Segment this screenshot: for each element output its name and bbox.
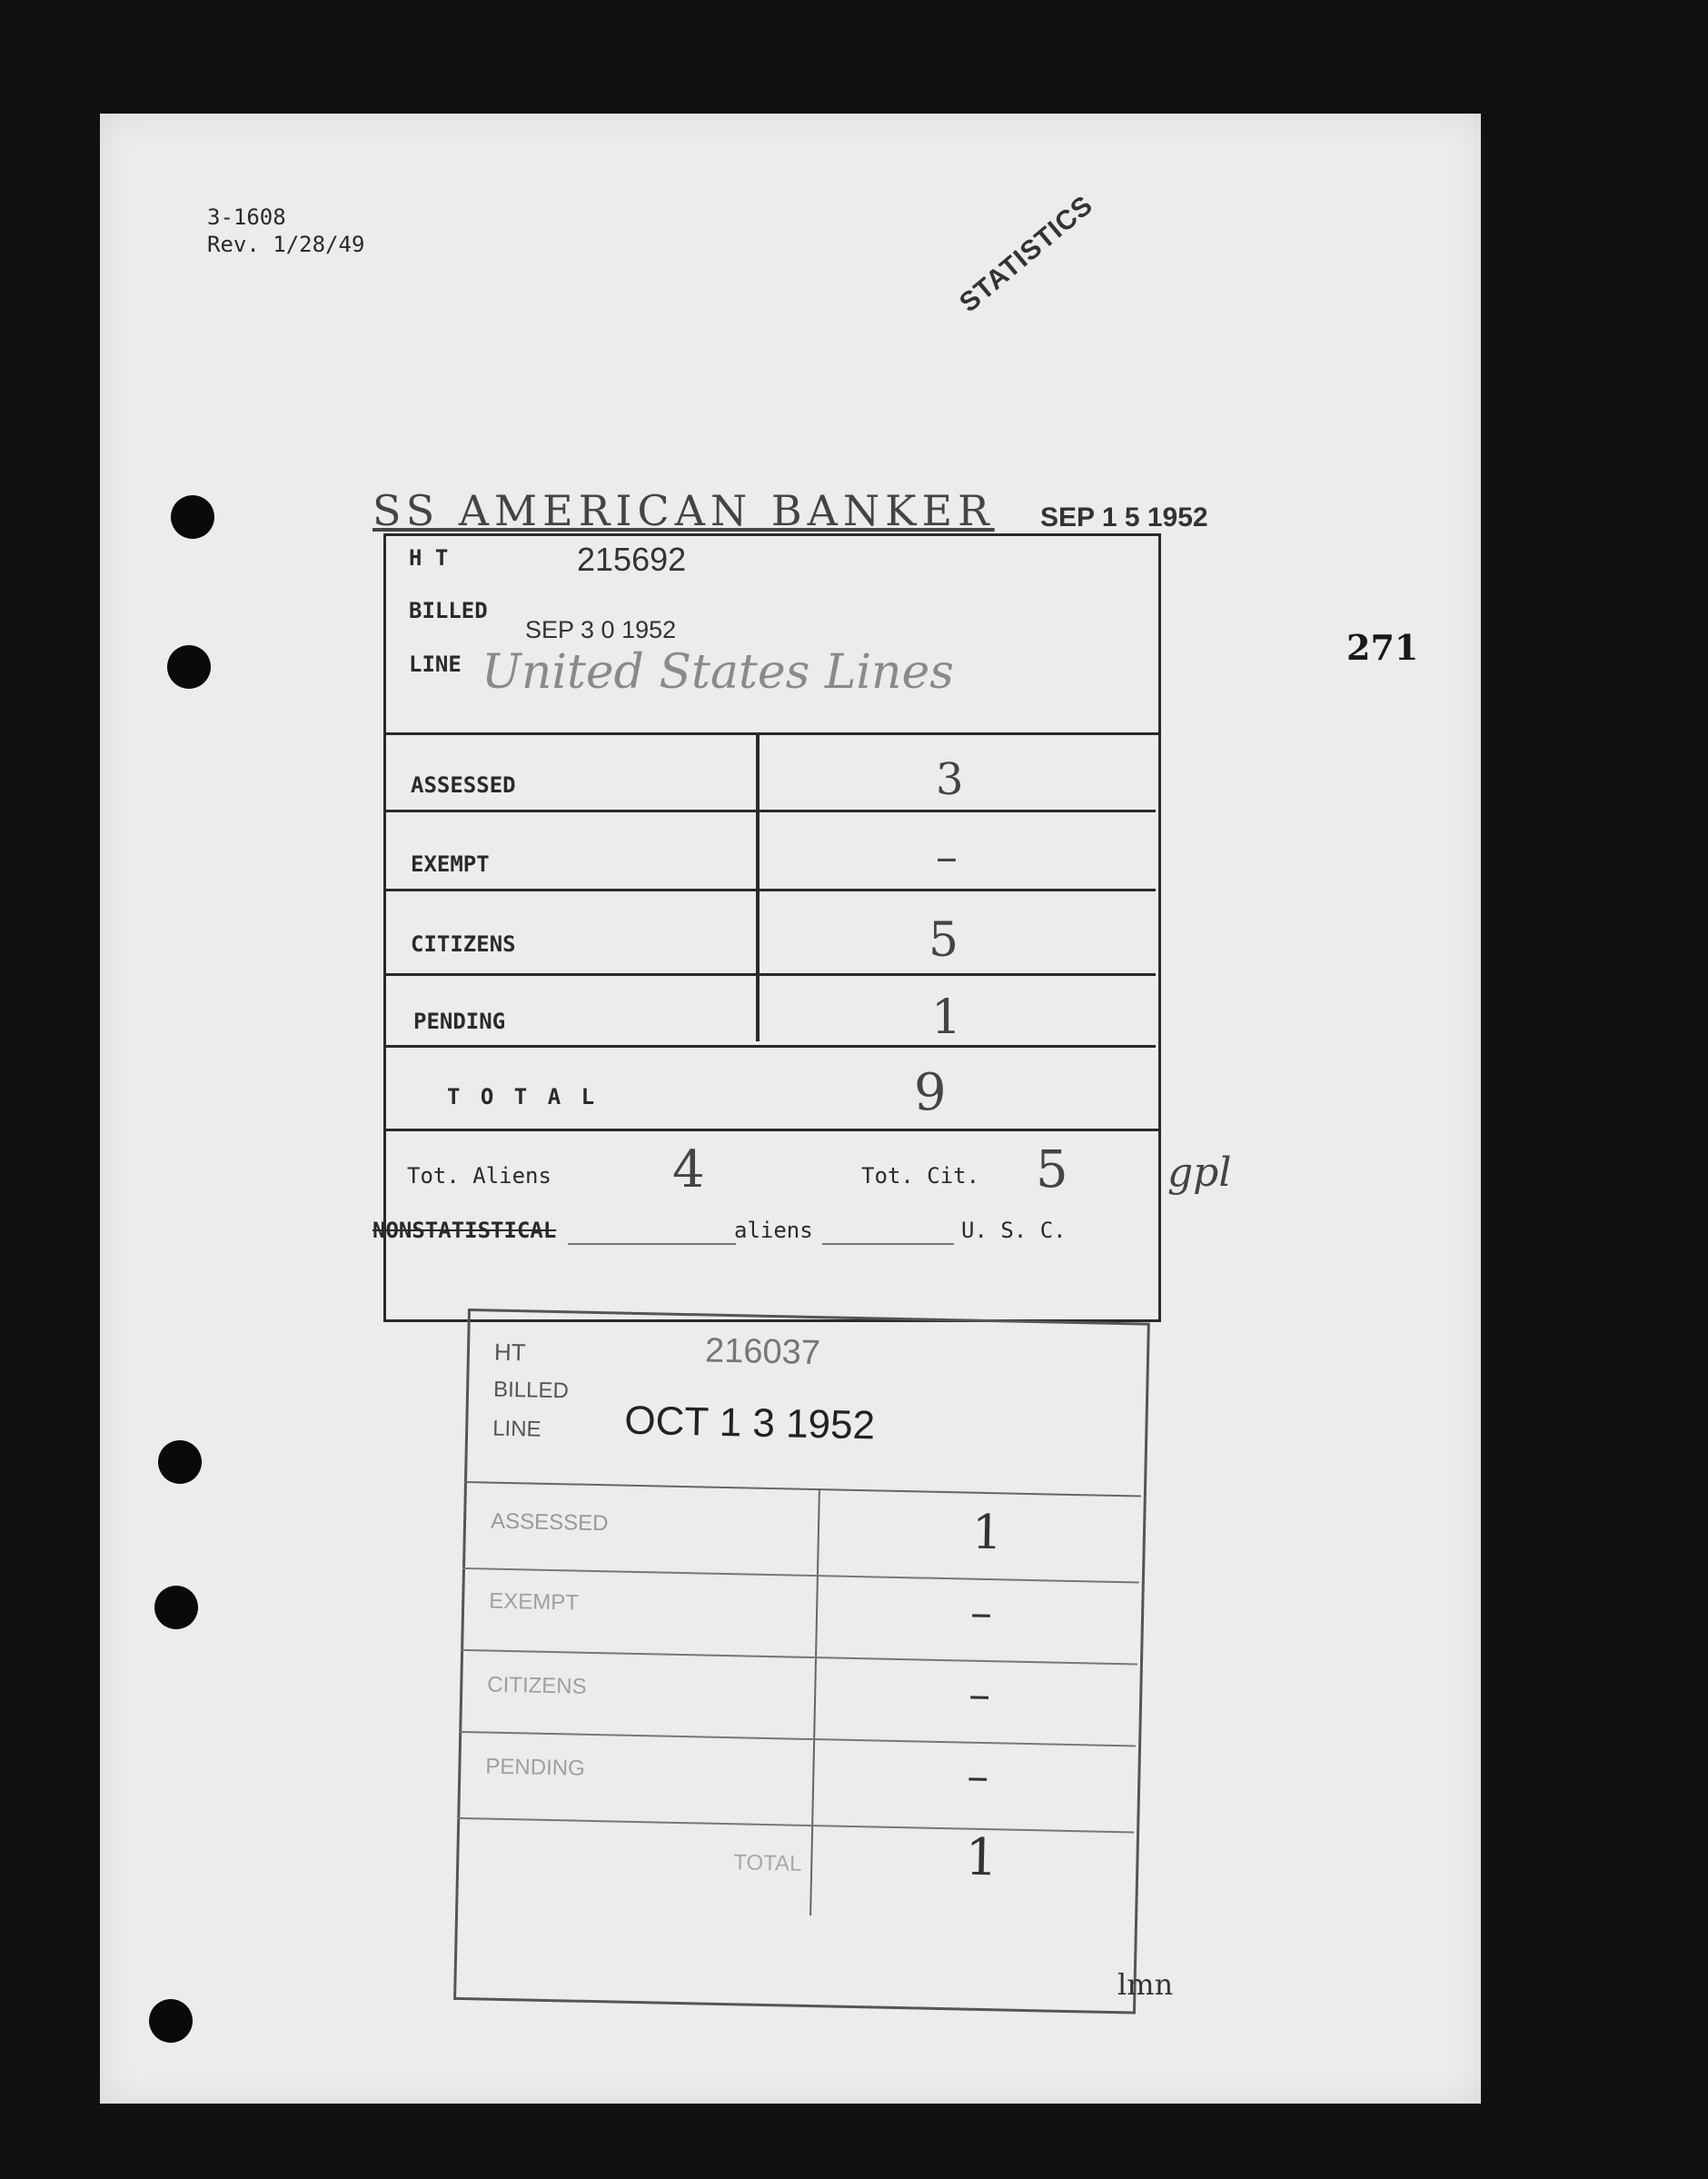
divider [383, 732, 1161, 735]
head-tax-stamp-box [453, 1308, 1149, 2014]
binder-hole [149, 1999, 193, 2043]
divider [383, 973, 1156, 976]
tot-aliens-value: 4 [672, 1140, 705, 1199]
row-value-exempt: – [969, 1587, 993, 1639]
divider [383, 1045, 1156, 1048]
line-value: United States Lines [482, 645, 954, 700]
row-value-assessed: 3 [936, 754, 964, 805]
divider [383, 1129, 1161, 1131]
billed-label: BILLED [492, 1377, 570, 1404]
tot-cit-label: Tot. Cit. [861, 1163, 980, 1189]
page-number: 271 [1346, 627, 1419, 668]
total-label: T O T A L [447, 1084, 599, 1109]
line-label: LINE [492, 1416, 541, 1442]
row-value-citizens: 5 [928, 913, 959, 968]
total-value: 1 [964, 1827, 998, 1888]
ship-name: SS AMERICAN BANKER [372, 486, 995, 535]
row-label-exempt: EXEMPT [411, 851, 490, 877]
blank-line [822, 1243, 954, 1245]
row-label-assessed: ASSESSED [490, 1508, 609, 1537]
tot-cit-value: 5 [1036, 1140, 1068, 1199]
divider [383, 810, 1156, 812]
usc-label: U. S. C. [961, 1218, 1067, 1243]
row-value-assessed: 1 [971, 1505, 1003, 1561]
binder-hole [158, 1440, 202, 1484]
billed-date: SEP 3 0 1952 [525, 616, 677, 643]
document-page [100, 114, 1481, 2104]
tot-aliens-label: Tot. Aliens [407, 1163, 551, 1189]
billed-label: BILLED [409, 598, 488, 623]
form-revision: Rev. 1/28/49 [207, 232, 365, 257]
row-value-exempt: – [936, 831, 958, 882]
arrival-date: SEP 1 5 1952 [1040, 502, 1208, 532]
form-number: 3-1608 [207, 204, 286, 230]
binder-hole [154, 1586, 198, 1629]
nonstatistical-label: NONSTATISTICAL [372, 1218, 557, 1243]
ht-label: H T [409, 545, 449, 571]
column-divider [756, 732, 760, 1041]
divider [383, 889, 1156, 891]
initials-signature: lmn [1117, 1967, 1174, 2002]
aliens-label: aliens [734, 1218, 813, 1243]
blank-line [568, 1243, 736, 1245]
ht-label: HT [493, 1338, 526, 1367]
row-label-pending: PENDING [413, 1009, 506, 1034]
row-label-exempt: EXEMPT [488, 1588, 580, 1616]
ht-number: 216037 [704, 1331, 821, 1373]
row-value-pending: – [966, 1750, 989, 1803]
row-label-citizens: CITIZENS [411, 931, 516, 957]
binder-hole [171, 495, 214, 539]
row-value-pending: 1 [931, 990, 962, 1045]
row-label-pending: PENDING [485, 1754, 586, 1781]
ht-number: 215692 [577, 541, 687, 578]
initials-signature: gpl [1167, 1149, 1232, 1196]
total-value: 9 [914, 1063, 947, 1122]
binder-hole [167, 645, 211, 689]
row-label-assessed: ASSESSED [411, 772, 516, 798]
row-value-citizens: – [968, 1668, 991, 1721]
billed-date: OCT 1 3 1952 [623, 1398, 876, 1448]
line-label: LINE [409, 652, 462, 677]
row-label-citizens: CITIZENS [487, 1672, 587, 1699]
statistics-stamp: STATISTICS [954, 189, 1099, 319]
total-label: TOTAL [733, 1850, 802, 1876]
